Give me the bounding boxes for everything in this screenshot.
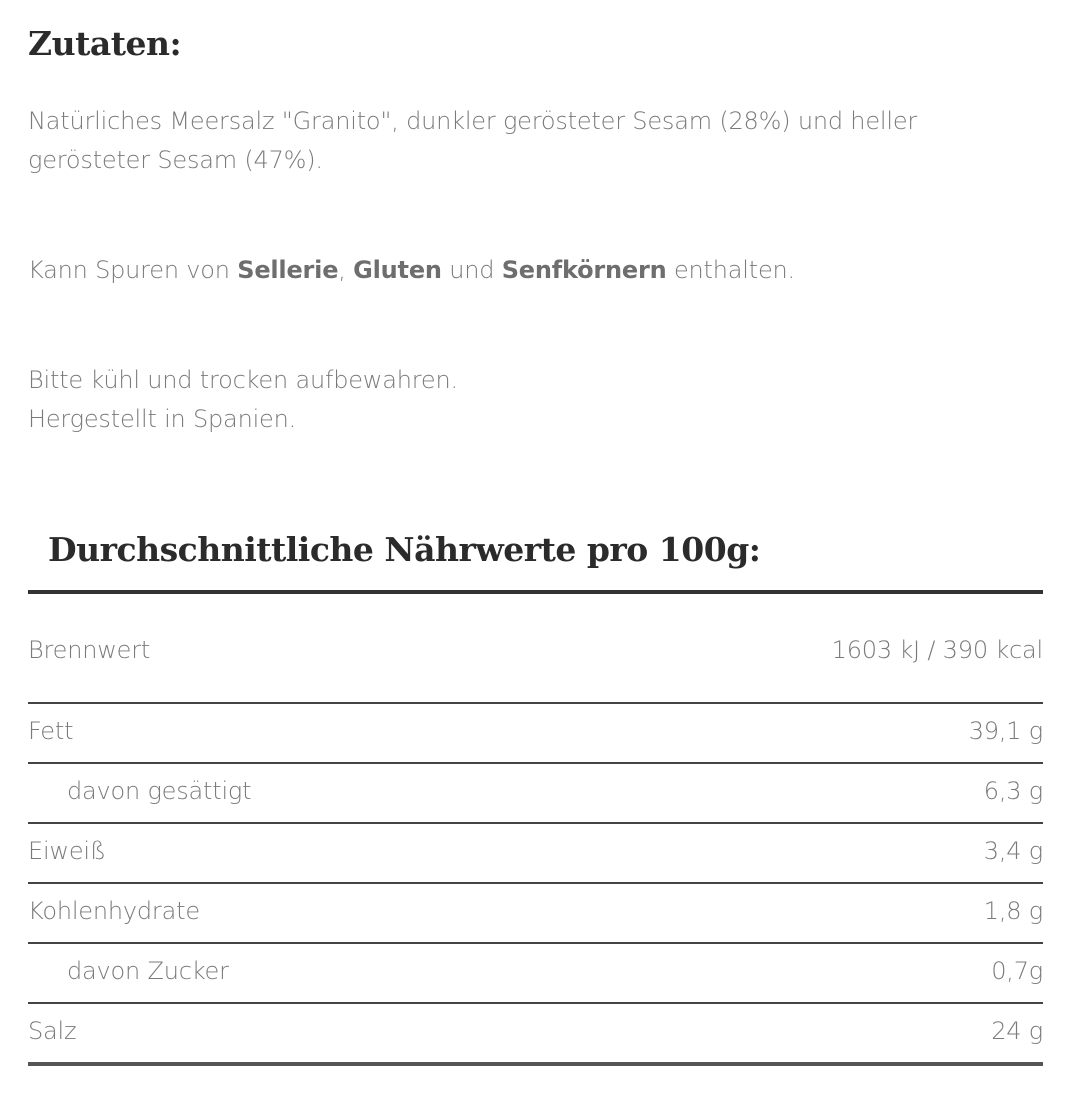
storage-info: [28, 361, 458, 439]
nutrient-label: Fett: [28, 717, 74, 745]
table-row: [28, 1003, 1043, 1064]
ingredients-heading: Zutaten:: [28, 24, 182, 63]
allergen-sellerie: Sellerie: [237, 256, 339, 284]
nutrient-value: 0,7g: [991, 957, 1043, 985]
storage-instruction: Bitte kühl und trocken aufbewahren.: [28, 366, 458, 394]
table-row: [28, 763, 1043, 823]
traces-separator: und: [441, 256, 502, 284]
allergen-traces: [28, 251, 795, 290]
nutrient-value: 1,8 g: [983, 897, 1043, 925]
nutrient-sublabel: davon gesättigt: [67, 777, 252, 805]
nutrient-label: Eiweiß: [28, 837, 106, 865]
allergen-senfkoerner: Senfkörnern: [501, 256, 667, 284]
ingredients-text: Natürliches Meersalz "Granito", dunkler gerösteter Sesam (28%) und heller gerösteter Sesam (47%).: [28, 107, 918, 174]
traces-separator: ,: [338, 256, 354, 284]
traces-prefix: Kann Spuren von: [28, 256, 238, 284]
nutrient-value: 24 g: [991, 1017, 1043, 1045]
nutrient-label: Salz: [28, 1017, 77, 1045]
table-row: [28, 883, 1043, 943]
table-row: [28, 622, 1043, 703]
table-top-divider: [28, 590, 1043, 594]
table-row: [28, 823, 1043, 883]
nutrient-value: 6,3 g: [983, 777, 1043, 805]
nutrition-heading: Durchschnittliche Nährwerte pro 100g:: [48, 530, 761, 569]
traces-suffix: enthalten.: [666, 256, 795, 284]
nutrient-value: 1603 kJ / 390 kcal: [831, 636, 1043, 664]
nutrient-sublabel: davon Zucker: [67, 957, 229, 985]
origin-info: Hergestellt in Spanien.: [28, 405, 297, 433]
table-row: [28, 703, 1043, 763]
nutrition-table: [28, 622, 1043, 1066]
table-row: [28, 943, 1043, 1003]
nutrient-value: 39,1 g: [968, 717, 1043, 745]
nutrient-label: Kohlenhydrate: [28, 897, 200, 925]
allergen-gluten: Gluten: [353, 256, 442, 284]
nutrient-value: 3,4 g: [983, 837, 1043, 865]
nutrient-label: Brennwert: [28, 636, 151, 664]
